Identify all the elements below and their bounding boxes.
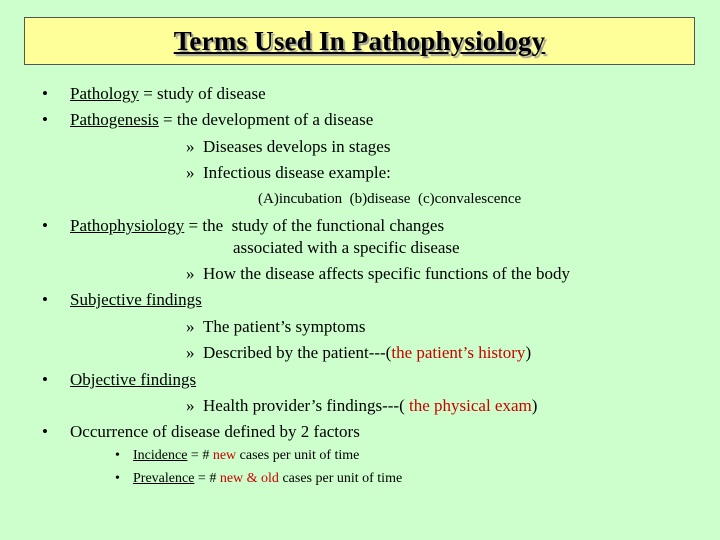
occurrence-line: Occurrence of disease defined by 2 factors (70, 422, 360, 441)
pathophysiology-continuation: associated with a specific disease (233, 238, 460, 257)
objective-sub1-pre: Health provider’s findings---( (203, 396, 409, 415)
incidence-post: cases per unit of time (236, 448, 360, 463)
pathogenesis-line (70, 111, 373, 128)
pathophysiology-definition: = the study of the functional changes (184, 216, 445, 235)
physical-exam-highlight: the physical exam (409, 396, 532, 415)
sub-marker-icon: » (186, 163, 195, 182)
infection-stages: (A)incubation (b)disease (c)convalescence (258, 191, 522, 207)
subjective-line (70, 291, 202, 308)
title-box (24, 17, 695, 65)
pathology-definition: = study of disease (138, 84, 266, 103)
small-bullet-icon: • (115, 448, 120, 463)
objective-sub1 (186, 397, 537, 414)
subjective-term: Subjective findings (70, 290, 202, 309)
pathogenesis-sub1-text: Diseases develops in stages (203, 137, 391, 156)
pathophysiology-sub1-text: How the disease affects specific functions of the body (203, 264, 570, 283)
prevalence-term: Prevalence (133, 471, 195, 486)
incidence-pre: = # (187, 448, 213, 463)
prevalence-highlight: new & old (219, 471, 279, 486)
pathology-line (70, 85, 266, 102)
subjective-sub2 (186, 344, 531, 361)
objective-line (70, 371, 196, 388)
sub-marker-icon: » (186, 137, 195, 156)
bullet-icon: • (42, 84, 48, 103)
bullet-icon: • (42, 422, 48, 441)
sub-marker-icon: » (186, 343, 195, 362)
incidence-line (133, 449, 359, 463)
small-bullet-icon: • (115, 471, 120, 486)
subjective-sub1 (186, 318, 365, 335)
subjective-sub2-post: ) (525, 343, 532, 362)
bullet-icon: • (42, 290, 48, 309)
prevalence-pre: = # (194, 471, 220, 486)
patient-history-highlight: the patient’s history (391, 343, 526, 362)
objective-sub1-post: ) (531, 396, 538, 415)
incidence-highlight: new (212, 448, 237, 463)
pathogenesis-term: Pathogenesis (70, 110, 159, 129)
pathophysiology-sub1 (186, 265, 570, 282)
bullet-icon: • (42, 370, 48, 389)
sub-marker-icon: » (186, 396, 195, 415)
pathophysiology-term: Pathophysiology (70, 216, 185, 235)
bullet-icon: • (42, 110, 48, 129)
pathogenesis-sub1 (186, 138, 390, 155)
pathology-term: Pathology (70, 84, 139, 103)
sub-marker-icon: » (186, 264, 195, 283)
bullet-icon: • (42, 216, 48, 235)
prevalence-line (133, 472, 402, 486)
pathogenesis-sub2-text: Infectious disease example: (203, 163, 391, 182)
subjective-sub2-pre: Described by the patient---( (203, 343, 392, 362)
prevalence-post: cases per unit of time (278, 471, 403, 486)
objective-term: Objective findings (70, 370, 197, 389)
slide-title: Terms Used In Pathophysiology (173, 25, 546, 56)
incidence-term: Incidence (133, 448, 188, 463)
sub-marker-icon: » (186, 317, 195, 336)
pathogenesis-sub2 (186, 164, 391, 181)
pathophysiology-line (70, 217, 444, 234)
pathogenesis-definition: = the development of a disease (158, 110, 374, 129)
subjective-sub1-text: The patient’s symptoms (203, 317, 366, 336)
